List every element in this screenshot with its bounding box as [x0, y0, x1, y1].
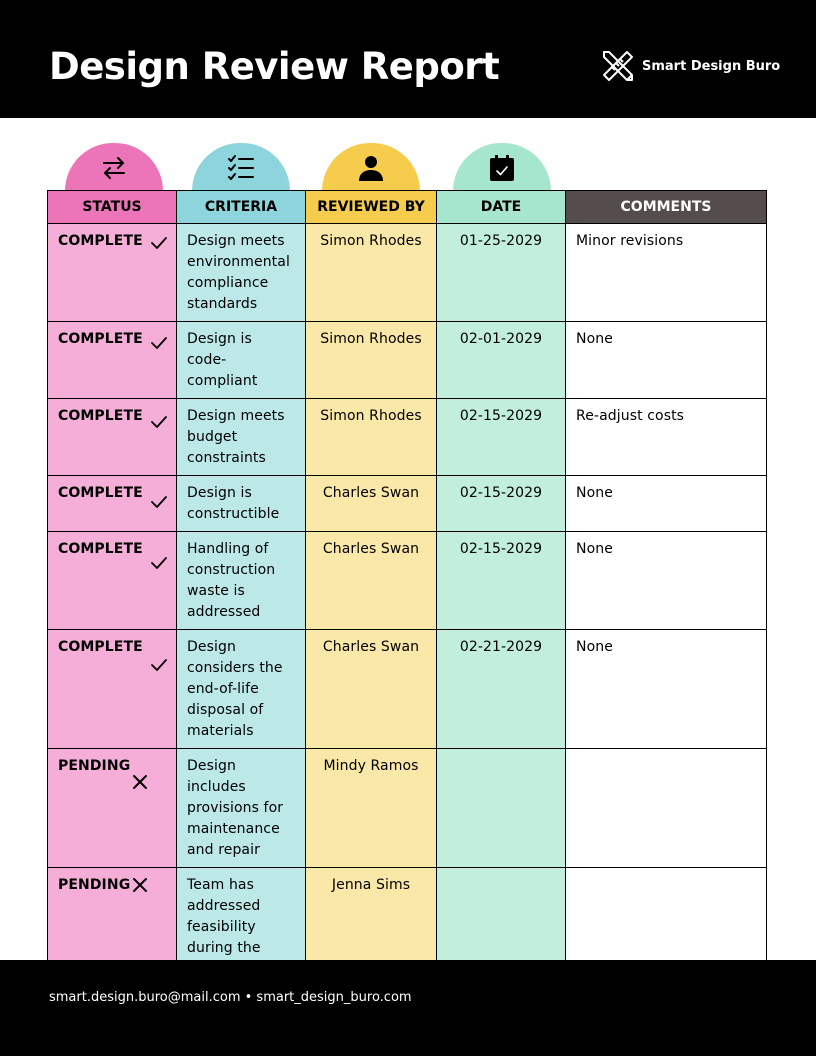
- status-label: PENDING: [58, 877, 131, 893]
- status-cell: [48, 630, 177, 749]
- criteria-cell: Design is constructible: [177, 476, 306, 532]
- x-icon: [131, 876, 149, 894]
- column-header-status: STATUS: [48, 191, 177, 224]
- criteria-cell: Design is code-compliant: [177, 322, 306, 399]
- date-cell: 02-21-2029: [437, 630, 566, 749]
- comment-cell: None: [566, 322, 767, 399]
- status-cell: [48, 399, 177, 476]
- reviewer-cell: Charles Swan: [306, 532, 437, 630]
- review-table: [47, 190, 767, 987]
- criteria-tab: [192, 143, 290, 191]
- check-icon: [150, 554, 168, 572]
- page-title: Design Review Report: [49, 45, 500, 88]
- table-row: [48, 476, 767, 532]
- table-header-row: [48, 191, 767, 224]
- status-label: COMPLETE: [58, 639, 143, 655]
- status-label: PENDING: [58, 758, 131, 774]
- date-cell: 02-15-2029: [437, 476, 566, 532]
- criteria-cell: Design considers the end-of-life disposal of materials: [177, 630, 306, 749]
- reviewer-cell: Simon Rhodes: [306, 322, 437, 399]
- criteria-cell: Team has addressed feasibility during the: [177, 868, 306, 987]
- table-row: [48, 224, 767, 322]
- reviewer-cell: Charles Swan: [306, 630, 437, 749]
- date-cell: [437, 749, 566, 868]
- check-icon: [150, 413, 168, 431]
- check-icon: [150, 493, 168, 511]
- status-label: COMPLETE: [58, 233, 143, 249]
- check-icon: [150, 656, 168, 674]
- status-cell: [48, 476, 177, 532]
- x-icon: [131, 773, 149, 791]
- column-header-reviewed-by: REVIEWED BY: [306, 191, 437, 224]
- criteria-cell: Handling of construction waste is addressed: [177, 532, 306, 630]
- comment-cell: Minor revisions: [566, 224, 767, 322]
- column-header-date: DATE: [437, 191, 566, 224]
- reviewer-cell: Simon Rhodes: [306, 399, 437, 476]
- table-row: [48, 749, 767, 868]
- comment-cell: [566, 749, 767, 868]
- comment-cell: Re-adjust costs: [566, 399, 767, 476]
- comment-cell: None: [566, 532, 767, 630]
- comment-cell: None: [566, 476, 767, 532]
- status-label: COMPLETE: [58, 331, 143, 347]
- column-header-comments: COMMENTS: [566, 191, 767, 224]
- brand: [600, 48, 780, 84]
- footer-bar: [0, 960, 816, 1056]
- status-label: COMPLETE: [58, 485, 143, 501]
- header-bar: [0, 0, 816, 118]
- status-tab: [65, 143, 163, 191]
- date-tab: [453, 143, 551, 191]
- check-icon: [150, 234, 168, 252]
- checklist-icon: [226, 153, 256, 183]
- status-label: COMPLETE: [58, 408, 143, 424]
- reviewer-cell: Mindy Ramos: [306, 749, 437, 868]
- status-cell: [48, 749, 177, 868]
- status-cell: [48, 322, 177, 399]
- calendar-check-icon: [487, 153, 517, 183]
- criteria-cell: Design meets budget constraints: [177, 399, 306, 476]
- swap-arrows-icon: [99, 153, 129, 183]
- brand-name: Smart Design Buro: [642, 58, 781, 74]
- reviewer-cell: Jenna Sims: [306, 868, 437, 987]
- person-icon: [356, 153, 386, 183]
- table-row: [48, 630, 767, 749]
- comment-cell: None: [566, 630, 767, 749]
- table-row: [48, 322, 767, 399]
- status-label: COMPLETE: [58, 541, 143, 557]
- footer-contact: smart.design.buro@mail.com • smart_design_buro.com: [49, 990, 412, 1005]
- status-cell: [48, 224, 177, 322]
- column-header-criteria: CRITERIA: [177, 191, 306, 224]
- status-cell: [48, 532, 177, 630]
- reviewer-cell: Simon Rhodes: [306, 224, 437, 322]
- date-cell: 02-01-2029: [437, 322, 566, 399]
- date-cell: 02-15-2029: [437, 532, 566, 630]
- pencil-ruler-icon: [600, 48, 636, 84]
- reviewer-cell: Charles Swan: [306, 476, 437, 532]
- date-cell: 01-25-2029: [437, 224, 566, 322]
- check-icon: [150, 334, 168, 352]
- table-row: [48, 399, 767, 476]
- date-cell: 02-15-2029: [437, 399, 566, 476]
- criteria-cell: Design includes provisions for maintenance and repair: [177, 749, 306, 868]
- criteria-cell: Design meets environmental compliance standards: [177, 224, 306, 322]
- table-row: [48, 532, 767, 630]
- reviewed-by-tab: [322, 143, 420, 191]
